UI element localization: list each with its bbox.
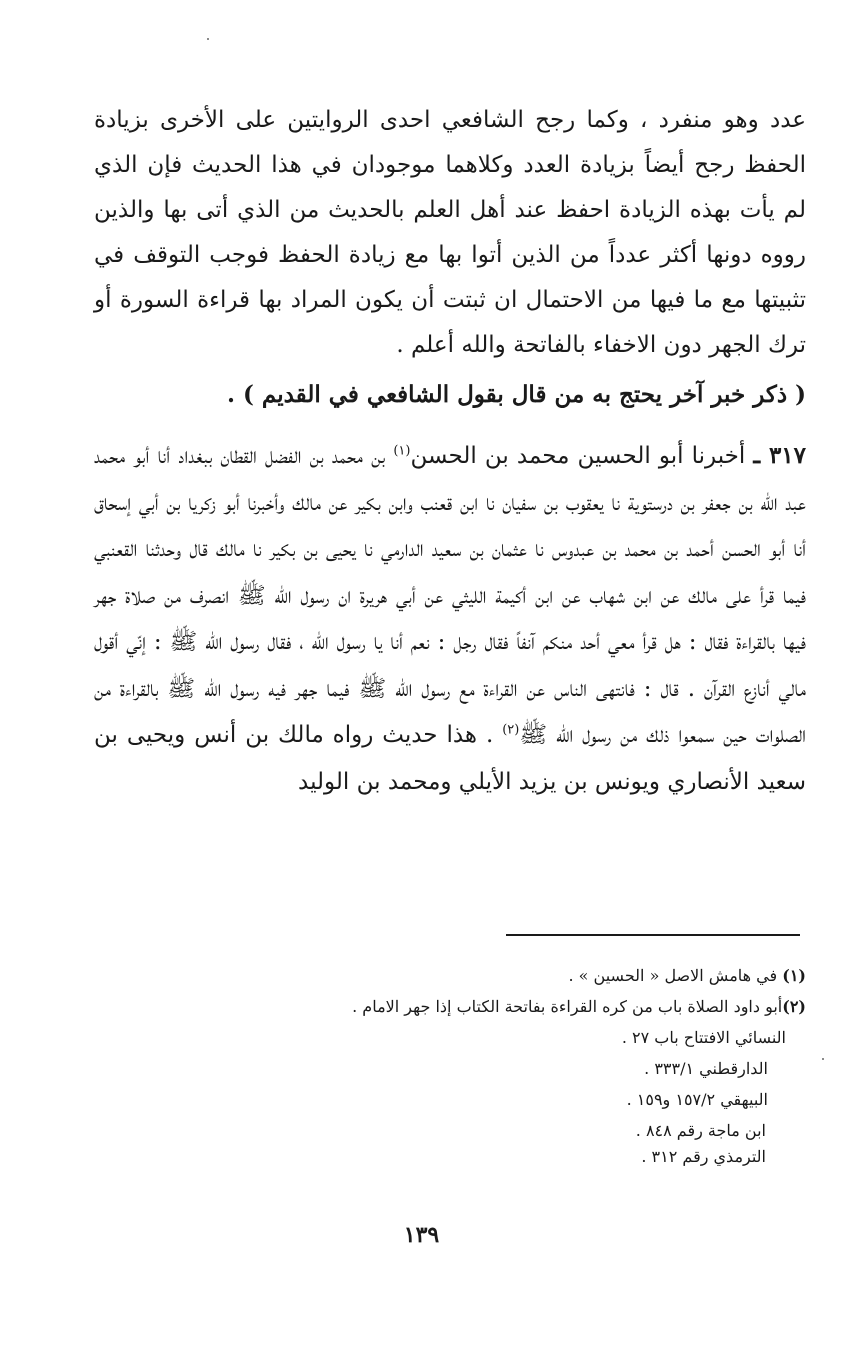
footnote-text: في هامش الاصل « الحسين » . (568, 966, 778, 985)
footnote-reference-line: الترمذي رقم ٣١٢ . (641, 1147, 766, 1166)
hadith-text-part: بن محمد بن الفضل القطان ببغداد أنا أبو محمد عبد الله بن جعفر بن درستوية نا يعقوب بن سفيان نا ابن قعنب وابن بكير عن مالك وأخبرنا أبو زكريا بن أبي إسحاق أنا أبو الحسن أحمد بن محمد بن عبدوس نا عثمان بن سعيد الدارمي نا يحيى بن بكير نا مالك قال وحدثنا القعنبي فيما قرأ على مالك عن ابن شهاب عن ابن أكيمة الليثي عن أبي هريرة ان رسول الله ﷺ انصرف من صلاة جهر فيها بالقراءة فقال : هل قرأ معي أحد منكم آنفاً فقال رجل : نعم أنا يا رسول الله ، فقال رسول الله ﷺ : إنّي أقول مالي أنازع القرآن . قال : فانتهى الناس عن القراءة مع رسول الله ﷺ فيما جهر فيه رسول الله ﷺ بالقراءة من الصلوات حين سمعوا ذلك من رسول الله ﷺ (94, 443, 806, 748)
page-number: ١٣٩ (403, 1222, 440, 1248)
scan-speck (207, 38, 209, 40)
scan-speck (822, 1058, 824, 1060)
footnote-reference[interactable]: (٢) (502, 722, 520, 738)
footnote-2 (260, 991, 806, 1022)
hadith-text-part: أخبرنا أبو الحسين محمد بن الحسن (410, 443, 746, 469)
footnote-reference-line: الدارقطني ٣٣٣/١ . (644, 1059, 768, 1078)
footnote-number: (١) (782, 966, 806, 985)
section-heading: ( ذكر خبر آخر يحتج به من قال بقول الشافعي في القديم ) . (227, 381, 806, 408)
footnote-1 (260, 960, 806, 991)
hadith-text-part: . هذا حديث رواه مالك بن أنس ويحيى بن سعيد الأنصاري ويونس بن يزيد الأيلي ومحمد بن الوليد (94, 722, 806, 795)
footnote-reference[interactable]: (١) (393, 443, 411, 459)
footnote-text: أبو داود الصلاة باب من كره القراءة بفاتحة الكتاب إذا جهر الامام . (352, 997, 783, 1016)
footnote-reference-line: النسائي الافتتاح باب ٢٧ . (621, 1028, 786, 1047)
body-paragraph: عدد وهو منفرد ، وكما رجح الشافعي احدى الروايتين على الأخرى بزيادة الحفظ رجح أيضاً بزيادة العدد وكلاهما موجودان في هذا الحديث فإن الذي لم يأت بهذه الزيادة احفظ عند أهل العلم بالحديث من الذي أتى بها والذين رووه دونها أكثر عدداً من الذين أتوا بها مع زيادة الحفظ فوجب التوقف في تثبيتها مع ما فيها من الاحتمال ان ثبتت أن يكون المراد بها قراءة السورة أو ترك الجهر دون الاخفاء بالفاتحة والله أعلم . (94, 107, 806, 358)
hadith-number: ٣١٧ ـ (753, 442, 806, 469)
footnote-reference-line: البيهقي ١٥٧/٢ و١٥٩ . (626, 1090, 768, 1109)
footnote-reference-line: ابن ماجة رقم ٨٤٨ . (635, 1121, 766, 1140)
footnote-divider (506, 934, 800, 936)
hadith-paragraph (94, 433, 806, 805)
footnote-number: (٢) (782, 997, 806, 1016)
footnotes (260, 960, 806, 1168)
